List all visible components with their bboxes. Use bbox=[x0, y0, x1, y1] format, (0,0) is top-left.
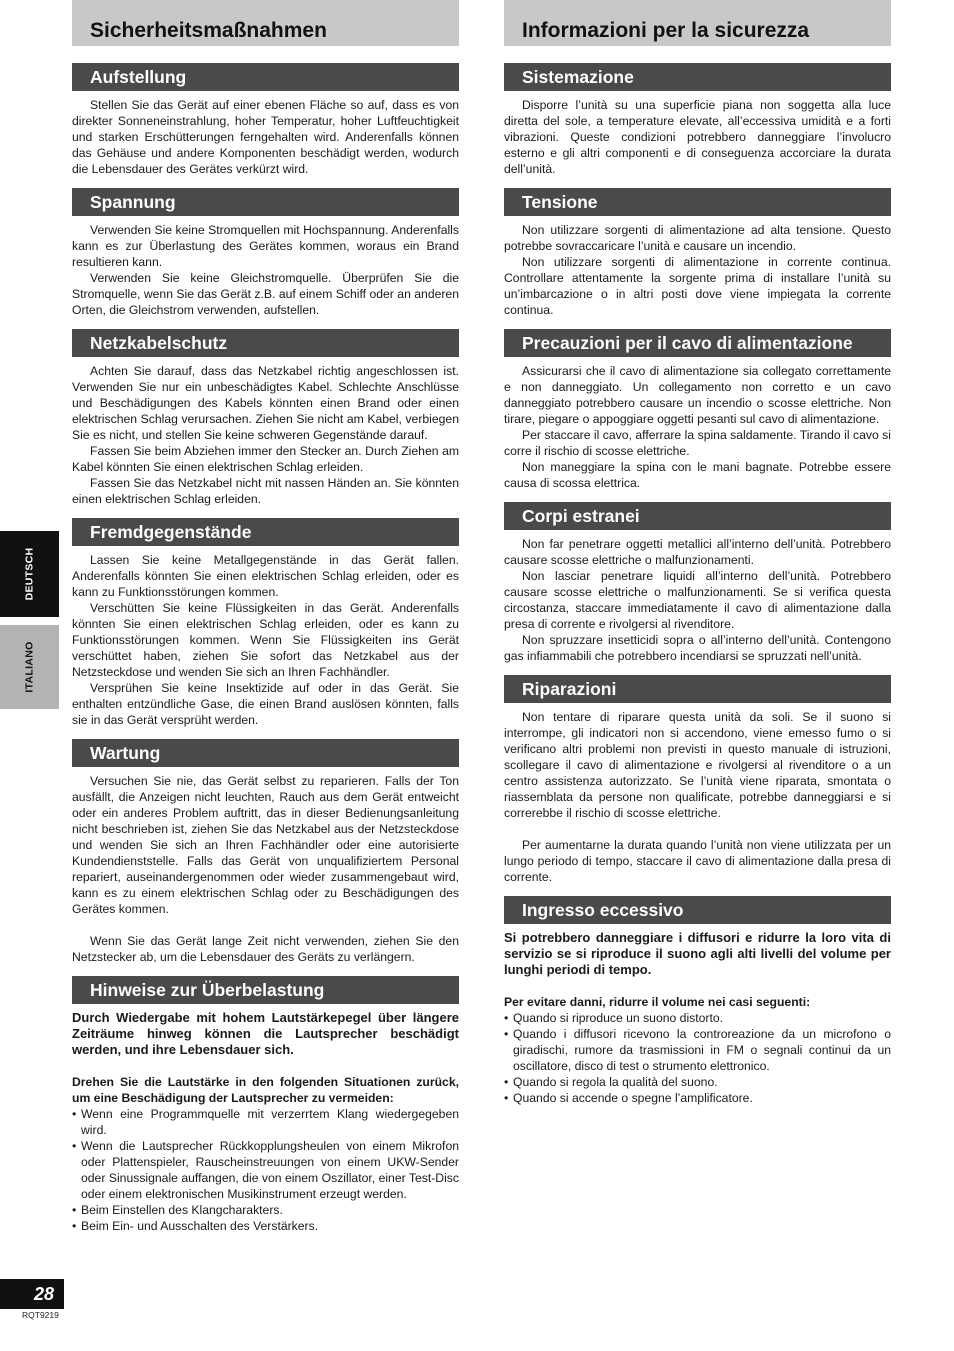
paragraph: Verwenden Sie keine Stromquellen mit Hochspannung. Anderenfalls kann es zur Überlastung des Gerätes kommen, woraus ein Brand resultieren kann. bbox=[72, 223, 459, 269]
list-item: • Beim Ein- und Ausschalten des Verstärkers. bbox=[72, 1218, 459, 1234]
paragraph: Fassen Sie beim Abziehen immer den Stecker an. Durch Ziehen am Kabel könnten Sie einen elektrischen Schlag erleiden. bbox=[72, 444, 459, 474]
page-title-de: Sicherheitsmaßnahmen bbox=[72, 0, 459, 46]
paragraph: Disporre l’unità su una superficie piana non soggetta alla luce diretta del sole, a temperature elevate, all’eccessiva umidità e a forti vibrazioni. Queste condizioni potrebbero danneggiare l’involucro esterno e gli altri componenti e di conseguenza accorciare la durata dell’unità. bbox=[504, 98, 891, 176]
paragraph: Per aumentarne la durata quando l’unità non viene utilizzata per un lungo periodo di tempo, staccare il cavo di alimentazione dalla presa di corrente. bbox=[504, 838, 891, 884]
section-heading-netzkabelschutz: Netzkabelschutz bbox=[72, 329, 459, 357]
language-tab-deutsch bbox=[0, 531, 59, 617]
section-body-netzkabelschutz bbox=[72, 363, 459, 507]
overload-warning: Si potrebbero danneggiare i diffusori e ridurre la loro vita di servizio se si riproduce il suono agli alti livelli del volume per lunghi periodi di tempo. bbox=[504, 930, 891, 977]
paragraph: Stellen Sie das Gerät auf einer ebenen Fläche so auf, dass es von direkter Sonneneinstrahlung, hoher Temperatur, hoher Luftfeuchtigkeit und starken Erschütterungen ferngehalten wird. Anderenfalls können das Gehäuse und andere Komponenten beschädigt werden, wodurch die Lebensdauer des Gerätes verkürzt wird. bbox=[72, 98, 459, 176]
page-number: 28 bbox=[0, 1279, 64, 1309]
overload-list bbox=[504, 1010, 891, 1106]
section-heading-wartung: Wartung bbox=[72, 739, 459, 767]
section-heading-ingresso-eccessivo: Ingresso eccessivo bbox=[504, 896, 891, 924]
list-item: • Wenn eine Programmquelle mit verzerrtem Klang wiedergegeben wird. bbox=[72, 1106, 459, 1138]
section-body-fremdgegenstaende bbox=[72, 552, 459, 728]
paragraph: Lassen Sie keine Metallgegenstände in das Gerät fallen. Anderenfalls könnten Sie einen elektrischen Schlag erleiden, oder es kann zu Funktionsstörungen kommen. bbox=[72, 553, 459, 599]
section-body-cavo-alimentazione bbox=[504, 363, 891, 491]
section-heading-ueberbelastung: Hinweise zur Überbelastung bbox=[72, 976, 459, 1004]
overload-list-intro: Per evitare danni, ridurre il volume nei casi seguenti: bbox=[504, 995, 811, 1009]
paragraph: Non far penetrare oggetti metallici all’interno dell’unità. Potrebbero causare scosse elettriche o malfunzionamenti. bbox=[504, 537, 891, 567]
section-body-sistemazione bbox=[504, 97, 891, 177]
page-title-it: Informazioni per la sicurezza bbox=[504, 0, 891, 46]
paragraph: Verwenden Sie keine Gleichstromquelle. Überprüfen Sie die Stromquelle, wenn Sie das Gerät z.B. auf einem Schiff oder an anderen Orten, die Gleichstrom verwenden, aufstellen. bbox=[72, 271, 459, 317]
section-heading-spannung: Spannung bbox=[72, 188, 459, 216]
section-heading-fremdgegenstaende: Fremdgegenstände bbox=[72, 518, 459, 546]
language-tab-deutsch-label: DEUTSCH bbox=[23, 547, 36, 601]
section-body-wartung bbox=[72, 773, 459, 965]
section-heading-corpi-estranei: Corpi estranei bbox=[504, 502, 891, 530]
italian-column bbox=[504, 0, 891, 1117]
list-item: • Wenn die Lautsprecher Rückkopplungsheulen von einem Mikrofon oder Plattenspieler, Rauscheinstreuungen von einem UKW-Sender oder Sinussignale auffangen, die von einem Oszillator, einer Test-Disc oder einem elektronischen Musikinstrument erzeugt werden. bbox=[72, 1138, 459, 1202]
list-item: • Quando si accende o spegne l’amplificatore. bbox=[504, 1090, 891, 1106]
list-item: • Quando si riproduce un suono distorto. bbox=[504, 1010, 891, 1026]
section-body-corpi-estranei bbox=[504, 536, 891, 664]
overload-list-intro: Drehen Sie die Lautstärke in den folgenden Situationen zurück, um eine Beschädigung der Lautsprecher zu vermeiden: bbox=[72, 1075, 459, 1105]
paragraph: Verschütten Sie keine Flüssigkeiten in das Gerät. Anderenfalls könnten Sie einen elektrischen Schlag erleiden, oder es kann zu Funktionsstörungen kommen. Wenn Sie Flüssigkeiten ins Gerät verschüttet haben, ziehen Sie sofort das Netzkabel aus der Netzsteckdose und wenden Sie sich an Ihren Fachhändler. bbox=[72, 601, 459, 679]
paragraph: Assicurarsi che il cavo di alimentazione sia collegato correttamente e non danneggiato. Un collegamento non corretto e un cavo danneggiato potrebbero causare un incendio o scosse elettriche. Non tirare, piegare o appoggiare oggetti pesanti sul cavo di alimentazione. bbox=[504, 364, 891, 426]
section-body-ingresso-eccessivo bbox=[504, 930, 891, 1106]
paragraph: Non tentare di riparare questa unità da soli. Se il suono si interrompe, gli indicatori non si accendono, viene emesso fumo o si verificano altri problemi non previsti in questo manuale di istruzioni, scollegare il cavo di alimentazione e rivolgersi al rivenditore o a un centro assistenza autorizzato. Se l’unità viene riparata, smontata o riassemblata da persone non qualificate, potrebbe danneggiarsi e si correrebbe il rischio di scosse elettriche. bbox=[504, 710, 891, 820]
list-item: • Beim Einstellen des Klangcharakters. bbox=[72, 1202, 459, 1218]
section-heading-aufstellung: Aufstellung bbox=[72, 63, 459, 91]
section-heading-tensione: Tensione bbox=[504, 188, 891, 216]
section-heading-cavo-alimentazione: Precauzioni per il cavo di alimentazione bbox=[504, 329, 891, 357]
language-tab-italiano-label: ITALIANO bbox=[23, 641, 36, 693]
overload-list bbox=[72, 1106, 459, 1234]
paragraph: Per staccare il cavo, afferrare la spina saldamente. Tirando il cavo si corre il rischio di scosse elettriche. bbox=[504, 428, 891, 458]
paragraph: Versprühen Sie keine Insektizide auf oder in das Gerät. Sie enthalten entzündliche Gase, die einen Brand auslösen könnten, falls sie in das Gerät versprüht werden. bbox=[72, 681, 459, 727]
german-column bbox=[72, 0, 459, 1245]
section-heading-sistemazione: Sistemazione bbox=[504, 63, 891, 91]
paragraph: Non utilizzare sorgenti di alimentazione ad alta tensione. Questo potrebbe sovraccaricare l’unità e causare un incendio. bbox=[504, 223, 891, 253]
paragraph: Achten Sie darauf, dass das Netzkabel richtig angeschlossen ist. Verwenden Sie nur ein unbeschädigtes Kabel. Schlechte Anschlüsse und Beschädigungen des Kabels könnten einen Brand oder einen elektrischen Schlag verursachen. Ziehen Sie nicht am Kabel, verbiegen Sie es nicht, und stellen Sie keine schweren Gegenstände darauf. bbox=[72, 364, 459, 442]
paragraph: Non lasciar penetrare liquidi all’interno dell’unità. Potrebbero causare scosse elettriche o malfunzionamenti. Se si verifica questa circostanza, staccare immediatamente il cavo di alimentazione dalla presa di corrente e rivolgersi al rivenditore. bbox=[504, 569, 891, 631]
paragraph: Fassen Sie das Netzkabel nicht mit nassen Händen an. Sie könnten einen elektrischen Schlag erleiden. bbox=[72, 476, 459, 506]
language-tab-italiano bbox=[0, 625, 59, 709]
section-heading-riparazioni: Riparazioni bbox=[504, 675, 891, 703]
overload-warning: Durch Wiedergabe mit hohem Lautstärkepegel über längere Zeiträume hinweg können die Lautsprecher beschädigt werden, und ihre Lebensdauer sich. bbox=[72, 1010, 459, 1057]
document-code: RQT9219 bbox=[22, 1310, 59, 1320]
section-body-tensione bbox=[504, 222, 891, 318]
paragraph: Versuchen Sie nie, das Gerät selbst zu reparieren. Falls der Ton ausfällt, die Anzeigen nicht leuchten, Rauch aus dem Gerät entweicht oder ein anderes Problem auftritt, das in dieser Bedienungsanleitung nicht beschrieben ist, ziehen Sie das Netzkabel aus der Netzsteckdose und wenden Sie sich an Ihren Fachhändler oder eine autorisierte Kundendienststelle. Falls das Gerät von unqualifiziertem Personal repariert, auseinandergenommen oder wieder zusammengebaut wird, kann es zu einem elektrischen Schlag oder zu Beschädigungen des Gerätes kommen. bbox=[72, 774, 459, 916]
paragraph: Non maneggiare la spina con le mani bagnate. Potrebbe essere causa di scossa elettrica. bbox=[504, 460, 891, 490]
list-item: • Quando i diffusori ricevono la controreazione da un microfono o giradischi, rumore da trasmissioni in FM o segnali continui da un oscillatore, disco di test o strumento elettronico. bbox=[504, 1026, 891, 1074]
section-body-spannung bbox=[72, 222, 459, 318]
section-body-riparazioni bbox=[504, 709, 891, 885]
paragraph: Non utilizzare sorgenti di alimentazione in corrente continua. Controllare attentamente la sorgente prima di installare l’unità su un’imbarcazione o in altri posti dove viene impiegata la corrente continua. bbox=[504, 255, 891, 317]
paragraph: Non spruzzare insetticidi sopra o all’interno dell’unità. Contengono gas infiammabili che potrebbero incendiarsi se spruzzati nell’unità. bbox=[504, 633, 891, 663]
section-body-ueberbelastung bbox=[72, 1010, 459, 1234]
section-body-aufstellung bbox=[72, 97, 459, 177]
list-item: • Quando si regola la qualità del suono. bbox=[504, 1074, 891, 1090]
paragraph: Wenn Sie das Gerät lange Zeit nicht verwenden, ziehen Sie den Netzstecker ab, um die Lebensdauer des Geräts zu verlängern. bbox=[72, 934, 459, 964]
